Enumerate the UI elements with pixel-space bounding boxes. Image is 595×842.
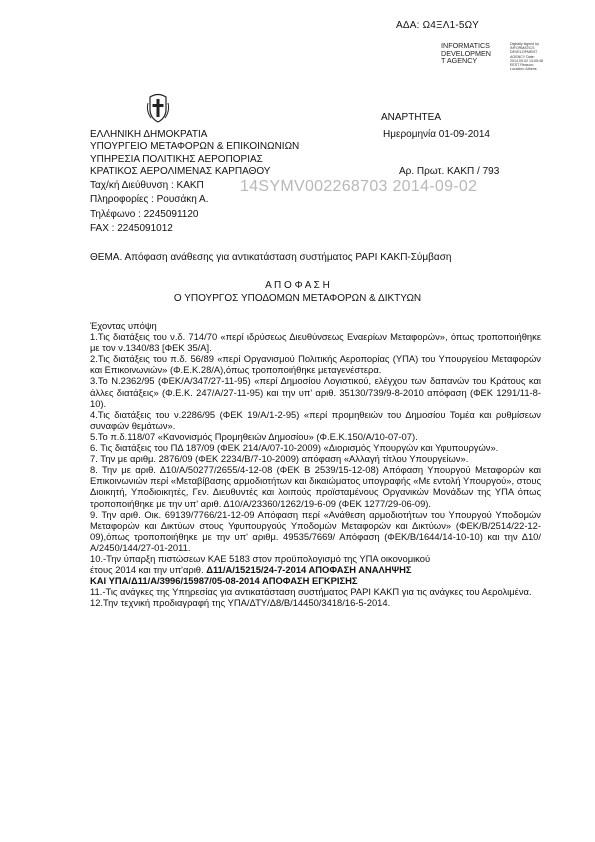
- list-item-10: [90, 553, 541, 586]
- list-item: 1.Τις διατάξεις του ν.δ. 714/70 «περί ιδρύσεως Διευθύνσεως Εναερίων Μεταφορών», όπως τροποποιήθηκε με τον ν.1340/83 [ΦΕΚ 35/Α].: [90, 331, 541, 354]
- list-item: 3.Το Ν.2362/95 (ΦΕΚ/Α/347/27-11-95) «περί Δημοσίου Λογιστικού, ελέγχου των δαπανών του Κράτους και άλλες διατάξεις» (Φ.Ε.Κ. 247/Α/27-11-95) και την υπ' αριθ. 35130/739/9-8-2010 απόφαση (ΦΕΚ 1291/11-8-10).: [90, 375, 541, 409]
- decision-body: [90, 320, 541, 608]
- item10-line2: έτους 2014 και την υπ'αριθ.: [90, 564, 207, 576]
- list-item: 11.-Τις ανάγκες της Υπηρεσίας για αντικατάσταση συστήματος PAPI ΚΑΚΠ για τις ανάγκες του Αερολιμένα.: [90, 586, 532, 598]
- commitment-decision-ref: Δ11/Α/15215/24-7-2014 ΑΠΟΦΑΣΗ ΑΝΑΛΗΨΗΣ: [206, 564, 412, 576]
- minister-title: Ο ΥΠΟΥΡΓΟΣ ΥΠΟΔΟΜΩΝ ΜΕΤΑΦΟΡΩΝ & ΔΙΚΤΥΩΝ: [173, 293, 422, 304]
- intro-text: Έχοντας υπόψη: [90, 320, 157, 331]
- protocol-number: Αρ. Πρωτ. ΚΑΚΠ / 793: [399, 166, 500, 177]
- posting-status: ΑΝΑΡΤΗΤΕΑ: [381, 112, 442, 123]
- org-line: ΚΡΑΤΙΚΟΣ ΑΕΡΟΛΙΜΕΝΑΣ ΚΑΡΠΑΘΟΥ: [90, 166, 271, 177]
- org-line: ΥΠΗΡΕΣΙΑ ΠΟΛΙΤΙΚΗΣ ΑΕΡΟΠΟΡΙΑΣ: [90, 154, 263, 165]
- org-line: ΥΠΟΥΡΓΕΙΟ ΜΕΤΑΦΟΡΩΝ & ΕΠΙΚΟΙΝΩΝΙΩΝ: [90, 141, 300, 152]
- contact-line: FAX : 2245091012: [90, 223, 173, 234]
- list-item: 5.Το π.δ.118/07 «Κανονισμός Προμηθειών Δημοσίου» (Φ.Ε.Κ.150/Α/10-07-07).: [90, 430, 418, 442]
- list-item: 6. Τις διατάξεις του ΠΔ 187/09 (ΦΕΚ 214/Α/07-10-2009) «Διορισμός Υπουργών και Υφυπουργών».: [90, 442, 499, 454]
- signature-org-line: INFORMATICS: [441, 41, 490, 50]
- signature-details: Digitally signed by INFORMATICS DEVELOPMENT AGENCY Date: 2014.09.02 13:05:48 EEST Reason: Location: Athens: [510, 42, 543, 72]
- list-item: 8. Την με αριθ. Δ10/Α/50277/2655/4-12-08 (ΦΕΚ Β 2539/15-12-08) Απόφαση Υπουργού Μεταφορών και Επικοινωνιών περί «Μεταβίβασης αρμοδιοτήτων και δικαιώματος υπογραφής «Με εντολή Υπουργού», στους Διοικητή, Υποδιοικητές, Γεν. Διευθυντές και λοιπούς προϊσταμένους Οργανικών Μονάδων της ΥΠΑ όπως τροποποιήθηκε με την υπ' αριθ. Δ10/Α/23360/1262/19-6-09 (ΦΕΚ 1277/29-06-09).: [90, 464, 541, 509]
- org-line: ΕΛΛΗΝΙΚΗ ΔΗΜΟΚΡΑΤΙΑ: [90, 129, 208, 140]
- signature-org-line: T AGENCY: [441, 56, 478, 65]
- approval-decision-ref: ΚΑΙ ΥΠΑ/Δ11/Α/3996/15987/05-08-2014 ΑΠΟΦΑΣΗ ΕΓΚΡΙΣΗΣ: [90, 575, 358, 587]
- list-item: 7. Την με αριθμ. 2876/09 (ΦΕΚ 2234/Β/7-10-2009) απόφαση «Αλλαγή τίτλου Υπουργείων».: [90, 453, 469, 465]
- list-item: 4.Τις διατάξεις του ν.2286/95 (ΦΕΚ 19/Α/1-2-95) «περί προμηθειών του Δημοσίου Τομέα και ρυθμίσεων συναφών θεμάτων».: [90, 408, 541, 431]
- signature-org-line: DEVELOPMEN: [441, 48, 491, 58]
- list-item: 12.Την τεχνική προδιαγραφή της ΥΠΑ/ΔΤΥ/Δ8/Β/14450/3418/16-5-2014.: [90, 597, 391, 609]
- contact-line: Ταχ/κή Διεύθυνση : ΚΑΚΠ: [90, 180, 204, 191]
- decision-title: Α Π Ο Φ Α Σ Η: [265, 280, 330, 291]
- registry-stamp: 14SYMV002268703 2014-09-02: [240, 178, 478, 195]
- list-item: 2.Τις διατάξεις του π.δ. 56/89 «περί Οργανισμού Πολιτικής Αεροπορίας (ΥΠΑ) του Υπουργείου Μεταφορών και Επικοινωνιών» (Φ.Ε.Κ.28/Α),όπως τροποποιήθηκε μεταγενέστερα.: [90, 353, 541, 376]
- contact-line: Πληροφορίες : Ρουσάκη Α.: [90, 194, 209, 205]
- item10-line1: 10.-Την ύπαρξη πιστώσεων ΚΑΕ 5183 στον προϋπολογισμό της ΥΠΑ οικονομικού: [90, 552, 431, 564]
- digital-signature: [441, 42, 491, 65]
- document-date: Ημερομηνία 01-09-2014: [383, 129, 490, 140]
- hellenic-emblem-icon: [146, 93, 170, 123]
- ada-code: ΑΔΑ: Ω4ΞΛ1-5ΩΥ: [396, 20, 479, 31]
- subject-line: ΘΕΜΑ. Απόφαση ανάθεσης για αντικατάσταση συστήματος PAPI ΚΑΚΠ-Σύμβαση: [90, 252, 452, 263]
- contact-line: Τηλέφωνο : 2245091120: [90, 209, 199, 220]
- list-item: 9. Την αριθ. Οικ. 69139/7766/21-12-09 Απόφαση περί «Ανάθεση αρμοδιοτήτων του Υπουργού Υποδομών Μεταφορών και Δικτύων στους Υφυπουργούς Υποδομών Μεταφορών και Δικτύων» (ΦΕΚ/Β/2514/22-12-09),όπως τροποποιήθηκε με την υπ' αριθμ. 49535/7669/ Απόφαση (ΦΕΚ/Β/1644/14-10-10) και την Δ10/Α/2450/144/27-01-2011.: [90, 508, 541, 553]
